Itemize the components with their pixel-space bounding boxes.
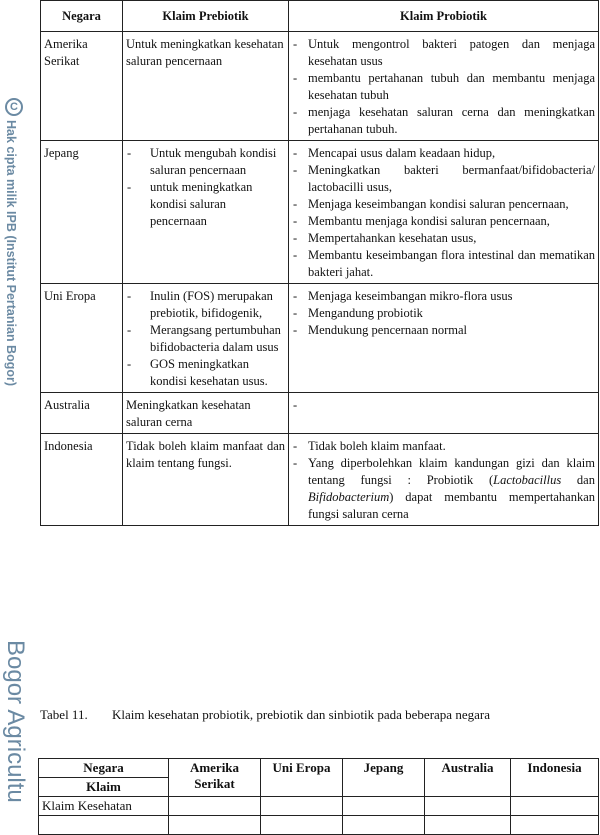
prebiotic-claim-item: - Merangsang pertumbuhan bifidobacteria dalam usus	[126, 322, 285, 356]
table-row	[41, 32, 599, 141]
header-klaim-probiotik: Klaim Probiotik	[289, 1, 599, 32]
country-cell: Amerika Serikat	[41, 32, 123, 141]
probiotic-claim-item: - Mendukung pencernaan normal	[292, 322, 595, 339]
table-row	[41, 434, 599, 526]
probiotic-claim-item: - Tidak boleh klaim manfaat.	[292, 438, 595, 455]
prebiotic-claim-text: Untuk meningkatkan kesehatan saluran pencernaan	[126, 37, 284, 68]
prebiotic-claim-cell	[123, 141, 289, 284]
prebiotic-claim-cell	[123, 284, 289, 393]
prebiotic-claim-item: - Inulin (FOS) merupakan prebiotik, bifidogenik,	[126, 288, 285, 322]
caption-text: Klaim kesehatan probiotik, prebiotik dan sinbiotik pada beberapa negara	[112, 707, 490, 722]
col-indonesia: Indonesia	[511, 759, 599, 797]
prebiotic-claim-text: Tidak boleh klaim manfaat dan klaim tentang fungsi.	[126, 439, 285, 470]
col-jepang: Jepang	[343, 759, 425, 797]
country-cell: Jepang	[41, 141, 123, 284]
caption-number: Tabel 11.	[40, 707, 88, 722]
country-cell: Australia	[41, 393, 123, 434]
corner-klaim: Klaim	[39, 778, 169, 797]
watermark-strip	[0, 0, 30, 817]
country-cell: Uni Eropa	[41, 284, 123, 393]
probiotic-claim-item: - membantu pertahanan tubuh dan membantu menjaga kesehatan tubuh	[292, 70, 595, 104]
probiotic-claim-item: - Menjaga keseimbangan mikro-flora usus	[292, 288, 595, 305]
probiotic-claim-cell	[289, 284, 599, 393]
probiotic-claim-item: - Untuk mengontrol bakteri patogen dan menjaga kesehatan usus	[292, 36, 595, 70]
claims-table	[40, 0, 599, 526]
probiotic-claim-cell	[289, 32, 599, 141]
watermark-text: Hak cipta milik IPB (Institut Pertanian Bogor)	[4, 120, 18, 387]
watermark-text-large: Bogor Agricultu	[2, 640, 29, 803]
prebiotic-claim-cell	[123, 434, 289, 526]
table-caption	[40, 706, 580, 724]
probiotic-claim-item: - Mempertahankan kesehatan usus,	[292, 230, 595, 247]
prebiotic-claim-item: - GOS meningkatkan kondisi kesehatan usus.	[126, 356, 285, 390]
country-cell: Indonesia	[41, 434, 123, 526]
probiotic-claim-item: - Meningkatkan bakteri bermanfaat/bifidobacteria/ lactobacilli usus,	[292, 162, 595, 196]
table-row	[41, 284, 599, 393]
probiotic-claim-cell	[289, 434, 599, 526]
probiotic-claim-item: - Yang diperbolehkan klaim kandungan gizi dan klaim tentang fungsi : Probiotik (Lactobacillus dan Bifidobacterium) dapat membantu mempertahankan fungsi saluran cerna	[292, 455, 595, 523]
col-uni-eropa: Uni Eropa	[261, 759, 343, 797]
prebiotic-claim-item: - untuk meningkatkan kondisi saluran pencernaan	[126, 179, 285, 230]
prebiotic-claim-text: Meningkatkan kesehatan saluran cerna	[126, 398, 251, 429]
prebiotic-claim-cell	[123, 32, 289, 141]
header-negara: Negara	[41, 1, 123, 32]
probiotic-claim-item: - Mencapai usus dalam keadaan hidup,	[292, 145, 595, 162]
row-klaim-kesehatan: Klaim Kesehatan	[39, 797, 169, 816]
health-claims-table	[38, 758, 599, 835]
table-row	[41, 141, 599, 284]
probiotic-claim-item: - Menjaga keseimbangan kondisi saluran pencernaan,	[292, 196, 595, 213]
probiotic-claim-item: - Membantu menjaga kondisi saluran pencernaan,	[292, 213, 595, 230]
probiotic-claim-item: - menjaga kesehatan saluran cerna dan meningkatkan pertahanan tubuh.	[292, 104, 595, 138]
col-amerika-serikat: Amerika Serikat	[169, 759, 261, 797]
claims-table-header	[41, 1, 599, 32]
probiotic-claim-item: - Membantu keseimbangan flora intestinal dan mematikan bakteri jahat.	[292, 247, 595, 281]
prebiotic-claim-cell	[123, 393, 289, 434]
copyright-icon: C	[5, 98, 23, 116]
col-australia: Australia	[425, 759, 511, 797]
table-row	[41, 393, 599, 434]
header-klaim-prebiotik: Klaim Prebiotik	[123, 1, 289, 32]
probiotic-claim-cell	[289, 141, 599, 284]
corner-negara: Negara	[39, 759, 169, 778]
prebiotic-claim-item: - Untuk mengubah kondisi saluran pencernaan	[126, 145, 285, 179]
probiotic-claim-cell	[289, 393, 599, 434]
probiotic-claim-item: - Mengandung probiotik	[292, 305, 595, 322]
